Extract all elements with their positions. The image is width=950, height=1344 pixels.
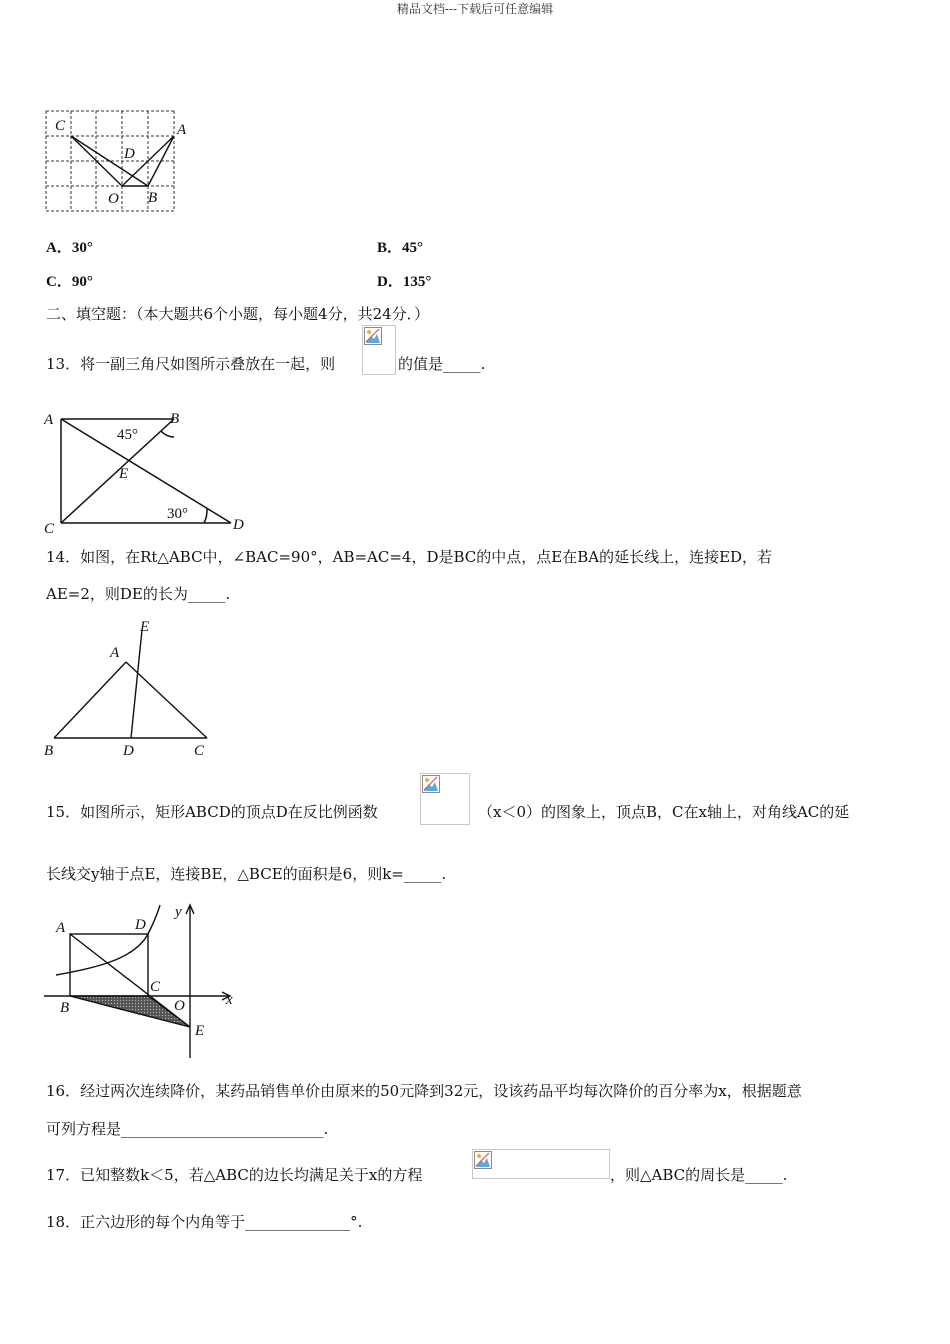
q14-line1 bbox=[46, 547, 772, 567]
q14-label-c: C bbox=[194, 743, 205, 759]
q18-stem: 正六边形的每个内角等于______________°. bbox=[80, 1213, 363, 1231]
q14-label-d: D bbox=[123, 743, 134, 759]
q14-label-b: B bbox=[44, 743, 54, 759]
option-a bbox=[46, 236, 93, 257]
q13-angle-30: 30° bbox=[167, 506, 188, 522]
q17-text-a bbox=[46, 1165, 422, 1185]
q17-number: 17． bbox=[46, 1166, 81, 1184]
q15-label-d: D bbox=[135, 917, 146, 933]
q15-label-x: x bbox=[226, 992, 233, 1008]
option-c bbox=[46, 270, 93, 291]
q15-label-c: C bbox=[150, 979, 161, 995]
option-d bbox=[377, 270, 431, 291]
q15-label-a: A bbox=[56, 920, 66, 936]
q15-text-b: （x＜0）的图象上，顶点B，C在x轴上，对角线AC的延 bbox=[478, 803, 850, 821]
q12-label-d: D bbox=[124, 146, 135, 162]
q13-label-b: B bbox=[170, 411, 180, 427]
option-a-value: 30° bbox=[71, 240, 93, 256]
q14-label-e: E bbox=[140, 619, 150, 635]
option-d-letter: D． bbox=[377, 274, 403, 290]
section-title: 二、填空题：（本大题共6个小题，每小题4分，共24分．） bbox=[46, 305, 430, 323]
q14-stem: 如图，在Rt△ABC中，∠BAC=90°，AB=AC=4，D是BC的中点，点E在BA的延长线上，连接ED，若 bbox=[80, 548, 773, 566]
q13-formula-image bbox=[362, 325, 396, 375]
q17-formula-image bbox=[472, 1149, 610, 1179]
q18-line bbox=[46, 1212, 362, 1232]
option-c-letter: C． bbox=[46, 274, 72, 290]
q15-label-e: E bbox=[195, 1023, 205, 1039]
page-header: 精品文档---下载后可任意编辑 bbox=[396, 2, 554, 16]
q13-label-a: A bbox=[44, 412, 54, 428]
broken-image-icon bbox=[364, 327, 382, 345]
q16-number: 16． bbox=[46, 1082, 81, 1100]
option-c-value: 90° bbox=[71, 274, 93, 290]
q16-line1 bbox=[46, 1081, 802, 1101]
q14-line2: AE=2，则DE的长为_____. bbox=[46, 585, 231, 603]
q17-stem: 已知整数k＜5，若△ABC的边长均满足关于x的方程 bbox=[80, 1166, 423, 1184]
q16-stem: 经过两次连续降价，某药品销售单价由原来的50元降到32元，设该药品平均每次降价的百分率为x，根据题意 bbox=[80, 1082, 802, 1100]
q13-text-b: 的值是_____. bbox=[398, 355, 486, 373]
q17-text-b: ，则△ABC的周长是_____. bbox=[610, 1166, 788, 1184]
q13-label-c: C bbox=[44, 521, 55, 537]
q12-label-c: C bbox=[55, 118, 66, 134]
q12-label-b: B bbox=[148, 190, 158, 206]
q12-figure bbox=[44, 108, 187, 216]
broken-image-icon bbox=[474, 1151, 492, 1169]
option-b bbox=[377, 236, 423, 257]
q18-number: 18． bbox=[46, 1213, 81, 1231]
q13-number: 13． bbox=[46, 355, 81, 373]
q13-figure bbox=[44, 406, 254, 536]
q12-label-o: O bbox=[108, 191, 119, 207]
option-a-letter: A． bbox=[46, 240, 72, 256]
q16-line2: 可列方程是___________________________. bbox=[46, 1120, 329, 1138]
q15-stem: 如图所示，矩形ABCD的顶点D在反比例函数 bbox=[80, 803, 378, 821]
q14-figure bbox=[44, 616, 220, 762]
q13-label-d: D bbox=[233, 517, 244, 533]
q12-label-a: A bbox=[177, 122, 187, 138]
option-b-letter: B． bbox=[377, 240, 403, 256]
q13-label-e: E bbox=[119, 466, 129, 482]
q13-angle-45: 45° bbox=[117, 427, 138, 443]
option-d-value: 135° bbox=[402, 274, 432, 290]
q15-number: 15． bbox=[46, 803, 81, 821]
q15-line2: 长线交y轴于点E，连接BE，△BCE的面积是6，则k=_____. bbox=[46, 865, 447, 883]
broken-image-icon bbox=[422, 775, 440, 793]
q13-text-a bbox=[46, 354, 335, 374]
q15-text-a bbox=[46, 802, 378, 822]
q14-label-a: A bbox=[110, 645, 120, 661]
option-b-value: 45° bbox=[402, 240, 424, 256]
q15-formula-image bbox=[420, 773, 470, 825]
q14-number: 14． bbox=[46, 548, 81, 566]
q15-label-o: O bbox=[174, 998, 185, 1014]
q13-stem: 将一副三角尺如图所示叠放在一起，则 bbox=[80, 355, 336, 373]
q15-label-b: B bbox=[60, 1000, 70, 1016]
q15-figure bbox=[44, 900, 254, 1060]
q15-label-y: y bbox=[175, 904, 182, 920]
